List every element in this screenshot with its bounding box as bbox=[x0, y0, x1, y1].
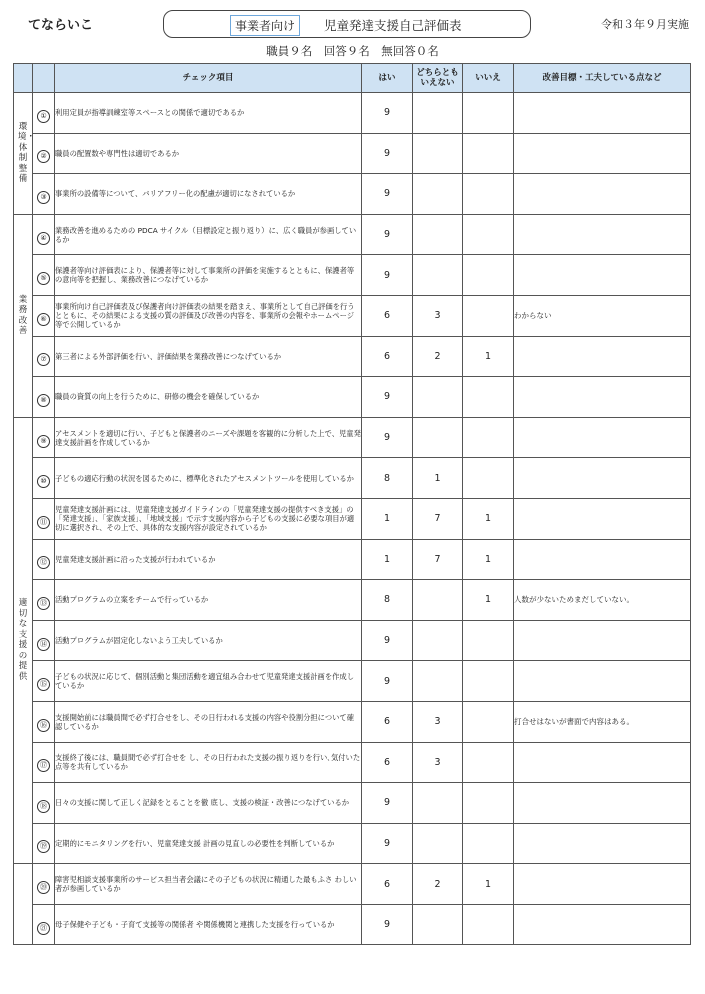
answer-neither bbox=[413, 904, 463, 945]
answer-no: 1 bbox=[463, 539, 514, 580]
answer-yes: 6 bbox=[362, 742, 413, 783]
item-number-cell bbox=[33, 742, 55, 783]
item-number-cell bbox=[33, 661, 55, 702]
category-cell bbox=[14, 214, 33, 417]
item-number-cell bbox=[33, 539, 55, 580]
check-item: 障害児相談支援事業所のサービス担当者会議にその子どもの状況に精通した最もふさ わしい者が参画しているか bbox=[55, 864, 362, 905]
item-number-cell bbox=[33, 174, 55, 215]
table-row bbox=[14, 377, 691, 418]
answer-neither bbox=[413, 174, 463, 215]
document-title: 児童発達支援自己評価表 bbox=[324, 18, 462, 33]
answer-yes: 9 bbox=[362, 93, 413, 134]
item-number-cell bbox=[33, 823, 55, 864]
item-number: ⑩ bbox=[37, 475, 50, 488]
answer-neither bbox=[413, 580, 463, 621]
answer-no: 1 bbox=[463, 864, 514, 905]
category-cell bbox=[14, 864, 33, 945]
improvement-note bbox=[514, 255, 691, 296]
table-row bbox=[14, 864, 691, 905]
check-item: 利用定員が指導訓練室等スペースとの関係で適切であるか bbox=[55, 93, 362, 134]
table-row bbox=[14, 580, 691, 621]
answer-yes: 9 bbox=[362, 214, 413, 255]
answer-neither: 1 bbox=[413, 458, 463, 499]
answer-neither: 2 bbox=[413, 336, 463, 377]
check-item: 日々の支援に関して正しく記録をとることを徹 底し、支援の検証・改善につなげているか bbox=[55, 783, 362, 824]
improvement-note bbox=[514, 783, 691, 824]
answer-yes: 6 bbox=[362, 701, 413, 742]
item-number-cell bbox=[33, 498, 55, 539]
answer-yes: 9 bbox=[362, 377, 413, 418]
answer-neither bbox=[413, 93, 463, 134]
answer-neither: 7 bbox=[413, 539, 463, 580]
header-row bbox=[14, 64, 691, 93]
item-number: ⑲ bbox=[37, 840, 50, 853]
table-body bbox=[14, 93, 691, 945]
table-row bbox=[14, 620, 691, 661]
check-item: 活動プログラムの立案をチームで行っているか bbox=[55, 580, 362, 621]
answer-no: 1 bbox=[463, 498, 514, 539]
improvement-note: 人数が少ないためまだしていない。 bbox=[514, 580, 691, 621]
answer-yes: 9 bbox=[362, 823, 413, 864]
improvement-note bbox=[514, 742, 691, 783]
table-row bbox=[14, 498, 691, 539]
item-number: ⑦ bbox=[37, 353, 50, 366]
item-number-cell bbox=[33, 377, 55, 418]
answer-no bbox=[463, 255, 514, 296]
response-counts: 職員９名 回答９名 無回答０名 bbox=[266, 44, 439, 58]
answer-no bbox=[463, 904, 514, 945]
item-number: ⑥ bbox=[37, 313, 50, 326]
improvement-note bbox=[514, 93, 691, 134]
survey-date: 令和３年９月実施 bbox=[601, 18, 689, 31]
check-item: 事業所の設備等について、バリアフリー化の配慮が適切になされているか bbox=[55, 174, 362, 215]
category-cell bbox=[14, 417, 33, 864]
answer-neither: 2 bbox=[413, 864, 463, 905]
answer-neither bbox=[413, 823, 463, 864]
item-number: ㉑ bbox=[37, 922, 50, 935]
item-number: ⑤ bbox=[37, 272, 50, 285]
item-number: ⑱ bbox=[37, 800, 50, 813]
header-number bbox=[33, 64, 55, 93]
item-number: ③ bbox=[37, 191, 50, 204]
answer-yes: 9 bbox=[362, 417, 413, 458]
answer-no bbox=[463, 214, 514, 255]
check-item: 子どもの状況に応じて、個別活動と集団活動を適宜組み合わせて児童発達支援計画を作成しているか bbox=[55, 661, 362, 702]
table-row bbox=[14, 539, 691, 580]
answer-no bbox=[463, 93, 514, 134]
answer-yes: 9 bbox=[362, 255, 413, 296]
answer-neither: 3 bbox=[413, 295, 463, 336]
improvement-note bbox=[514, 864, 691, 905]
answer-yes: 9 bbox=[362, 620, 413, 661]
check-item: 支援開始前には職員間で必ず打合せをし、その日行われる支援の内容や役割分担について確認しているか bbox=[55, 701, 362, 742]
table-row bbox=[14, 133, 691, 174]
check-item: 第三者による外部評価を行い、評価結果を業務改善につなげているか bbox=[55, 336, 362, 377]
item-number: ⑫ bbox=[37, 556, 50, 569]
check-item: 子どもの適応行動の状況を図るために、標準化されたアセスメントツールを使用しているか bbox=[55, 458, 362, 499]
answer-neither bbox=[413, 214, 463, 255]
item-number: ④ bbox=[37, 232, 50, 245]
item-number: ⑳ bbox=[37, 881, 50, 894]
answer-neither bbox=[413, 783, 463, 824]
item-number: ⑭ bbox=[37, 638, 50, 651]
check-item: 児童発達支援計画に沿った支援が行われているか bbox=[55, 539, 362, 580]
answer-neither: 7 bbox=[413, 498, 463, 539]
answer-neither bbox=[413, 417, 463, 458]
answer-no bbox=[463, 174, 514, 215]
item-number-cell bbox=[33, 93, 55, 134]
header-no: いいえ bbox=[463, 64, 514, 93]
answer-no: 1 bbox=[463, 580, 514, 621]
category-label: 適切な支援の提供 bbox=[18, 598, 28, 682]
answer-neither bbox=[413, 377, 463, 418]
answer-no bbox=[463, 458, 514, 499]
answer-yes: 9 bbox=[362, 661, 413, 702]
organization-name: てならいこ bbox=[28, 18, 94, 33]
answer-no: 1 bbox=[463, 336, 514, 377]
answer-no bbox=[463, 661, 514, 702]
improvement-note bbox=[514, 904, 691, 945]
answer-no bbox=[463, 783, 514, 824]
item-number-cell bbox=[33, 133, 55, 174]
table-row bbox=[14, 823, 691, 864]
check-item: 定期的にモニタリングを行い、児童発達支援 計画の見直しの必要性を判断しているか bbox=[55, 823, 362, 864]
evaluation-table bbox=[13, 63, 691, 945]
item-number: ⑨ bbox=[37, 435, 50, 448]
table-row bbox=[14, 336, 691, 377]
table-row bbox=[14, 93, 691, 134]
item-number: ② bbox=[37, 150, 50, 163]
item-number: ⑧ bbox=[37, 394, 50, 407]
table-row bbox=[14, 295, 691, 336]
item-number-cell bbox=[33, 620, 55, 661]
check-item: 母子保健や子ども・子育て支援等の関係者 や関係機関と連携した支援を行っているか bbox=[55, 904, 362, 945]
table-row bbox=[14, 904, 691, 945]
improvement-note: 打合せはないが書面で内容はある。 bbox=[514, 701, 691, 742]
answer-yes: 6 bbox=[362, 336, 413, 377]
answer-yes: 6 bbox=[362, 864, 413, 905]
answer-no bbox=[463, 377, 514, 418]
item-number-cell bbox=[33, 864, 55, 905]
title-box bbox=[163, 10, 531, 38]
header-category bbox=[14, 64, 33, 93]
table-row bbox=[14, 458, 691, 499]
check-item: アセスメントを適切に行い、子どもと保護者のニーズや課題を客観的に分析した上で、児童発達支援計画を作成しているか bbox=[55, 417, 362, 458]
improvement-note bbox=[514, 661, 691, 702]
check-item: 支援終了後には、職員間で必ず打合せを し、その日行われた支援の振り返りを行い､気付いた点等を共有しているか bbox=[55, 742, 362, 783]
answer-no bbox=[463, 701, 514, 742]
category-cell bbox=[14, 93, 36, 215]
header-neither: どちらとも いえない bbox=[413, 64, 463, 93]
answer-yes: 9 bbox=[362, 133, 413, 174]
improvement-note bbox=[514, 417, 691, 458]
table-row bbox=[14, 701, 691, 742]
improvement-note bbox=[514, 133, 691, 174]
item-number-cell bbox=[33, 295, 55, 336]
improvement-note bbox=[514, 336, 691, 377]
item-number-cell bbox=[33, 214, 55, 255]
answer-neither bbox=[413, 133, 463, 174]
check-item: 事業所向け自己評価表及び保護者向け評価表の結果を踏まえ、事業所として自己評価を行うとともに、その結果による支援の質の評価及び改善の内容を、事業所の会報やホームページ等で公開しているか bbox=[55, 295, 362, 336]
improvement-note bbox=[514, 823, 691, 864]
answer-no bbox=[463, 742, 514, 783]
table-row bbox=[14, 661, 691, 702]
improvement-note bbox=[514, 539, 691, 580]
answer-neither: 3 bbox=[413, 701, 463, 742]
table-row bbox=[14, 742, 691, 783]
answer-no bbox=[463, 823, 514, 864]
check-item: 児童発達支援計画には、児童発達支援ガイドラインの「児童発達支援の提供すべき支援」の「発達支援」、「家族支援」、「地域支援」で示す支援内容から子どもの支援に必要な項目が適切に選択され、その上で、具体的な支援内容が設定されているか bbox=[55, 498, 362, 539]
improvement-note bbox=[514, 458, 691, 499]
answer-yes: 8 bbox=[362, 458, 413, 499]
answer-no bbox=[463, 295, 514, 336]
table-row bbox=[14, 255, 691, 296]
answer-yes: 1 bbox=[362, 498, 413, 539]
check-item: 職員の資質の向上を行うために、研修の機会を確保しているか bbox=[55, 377, 362, 418]
table-row bbox=[14, 417, 691, 458]
item-number-cell bbox=[33, 783, 55, 824]
answer-yes: 9 bbox=[362, 174, 413, 215]
item-number-cell bbox=[33, 458, 55, 499]
header-item: チェック項目 bbox=[55, 64, 362, 93]
item-number: ⑮ bbox=[37, 678, 50, 691]
improvement-note: わからない bbox=[514, 295, 691, 336]
table-row bbox=[14, 214, 691, 255]
item-number-cell bbox=[33, 904, 55, 945]
improvement-note bbox=[514, 498, 691, 539]
item-number-cell bbox=[33, 580, 55, 621]
item-number: ① bbox=[37, 110, 50, 123]
item-number: ⑬ bbox=[37, 597, 50, 610]
answer-yes: 6 bbox=[362, 295, 413, 336]
header-improvement: 改善目標・工夫している点など bbox=[514, 64, 691, 93]
category-label: 環境・体制整備 bbox=[18, 121, 36, 185]
answer-no bbox=[463, 620, 514, 661]
improvement-note bbox=[514, 214, 691, 255]
improvement-note bbox=[514, 174, 691, 215]
answer-yes: 1 bbox=[362, 539, 413, 580]
table-row bbox=[14, 783, 691, 824]
check-item: 活動プログラムが固定化しないよう工夫しているか bbox=[55, 620, 362, 661]
answer-neither: 3 bbox=[413, 742, 463, 783]
answer-yes: 8 bbox=[362, 580, 413, 621]
audience-tag: 事業者向け bbox=[230, 15, 300, 36]
item-number: ⑰ bbox=[37, 759, 50, 772]
item-number-cell bbox=[33, 701, 55, 742]
check-item: 業務改善を進めるための PDCA サイクル（目標設定と振り返り）に、広く職員が参画しているか bbox=[55, 214, 362, 255]
category-label: 業務改善 bbox=[18, 294, 28, 337]
answer-yes: 9 bbox=[362, 783, 413, 824]
improvement-note bbox=[514, 620, 691, 661]
header-yes: はい bbox=[362, 64, 413, 93]
check-item: 保護者等向け評価表により、保護者等に対して事業所の評価を実施するとともに、保護者等の意向等を把握し、業務改善につなげているか bbox=[55, 255, 362, 296]
check-item: 職員の配置数や専門性は適切であるか bbox=[55, 133, 362, 174]
table-row bbox=[14, 174, 691, 215]
answer-no bbox=[463, 417, 514, 458]
answer-no bbox=[463, 133, 514, 174]
answer-yes: 9 bbox=[362, 904, 413, 945]
improvement-note bbox=[514, 377, 691, 418]
item-number: ⑯ bbox=[37, 719, 50, 732]
answer-neither bbox=[413, 255, 463, 296]
item-number: ⑪ bbox=[37, 516, 50, 529]
item-number-cell bbox=[33, 255, 55, 296]
item-number-cell bbox=[33, 336, 55, 377]
item-number-cell bbox=[33, 417, 55, 458]
answer-neither bbox=[413, 620, 463, 661]
answer-neither bbox=[413, 661, 463, 702]
